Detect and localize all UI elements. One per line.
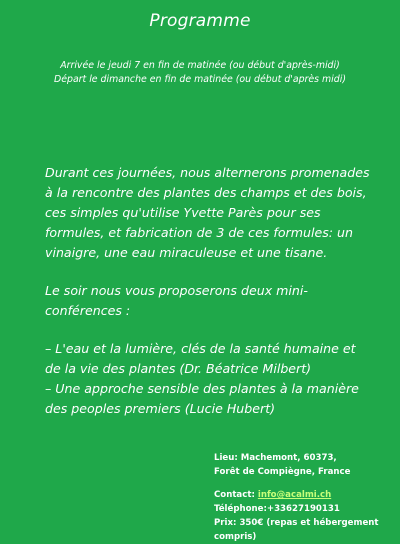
- conferences-list: [45, 339, 375, 419]
- location-line-1: Lieu: Machemont, 60373,: [214, 453, 337, 463]
- departure-text: Départ le dimanche en fin de matinée (ou début d'après midi): [54, 74, 346, 85]
- contact-label: Contact:: [214, 490, 258, 500]
- price-line-cut: Prix: 350€ (repas et hébergement compris): [214, 518, 379, 542]
- location-line-2: Forêt de Compiègne, France: [214, 467, 351, 477]
- contact-block: [214, 451, 400, 542]
- page-title: Programme: [149, 11, 251, 31]
- program-description: [45, 163, 375, 419]
- arrival-text: Arrivée le jeudi 7 en fin de matinée (ou début d'après-midi): [60, 60, 340, 71]
- schedule-block: [0, 59, 400, 87]
- contact-line: [214, 488, 400, 502]
- activities-paragraph: Durant ces journées, nous alternerons promenades à la rencontre des plantes des champs et des bois, ces simples qu'utilise Yvette Parès pour ses formules, et fabrication de 3 de ces formules: un vinaigre, une eau miraculeuse et une tisane.: [45, 165, 370, 260]
- conference-item-water-light: – L'eau et la lumière, clés de la santé humaine et de la vie des plantes (Dr. Béatrice Milbert): [45, 341, 356, 376]
- email-link[interactable]: info@acalmi.ch: [257, 490, 332, 500]
- evenings-paragraph: Le soir nous vous proposerons deux mini-conférences :: [45, 283, 308, 318]
- conference-item-plants: – Une approche sensible des plantes à la manière des peoples premiers (Lucie Hubert): [45, 381, 359, 416]
- phone-line: Téléphone:+33627190131: [214, 504, 340, 514]
